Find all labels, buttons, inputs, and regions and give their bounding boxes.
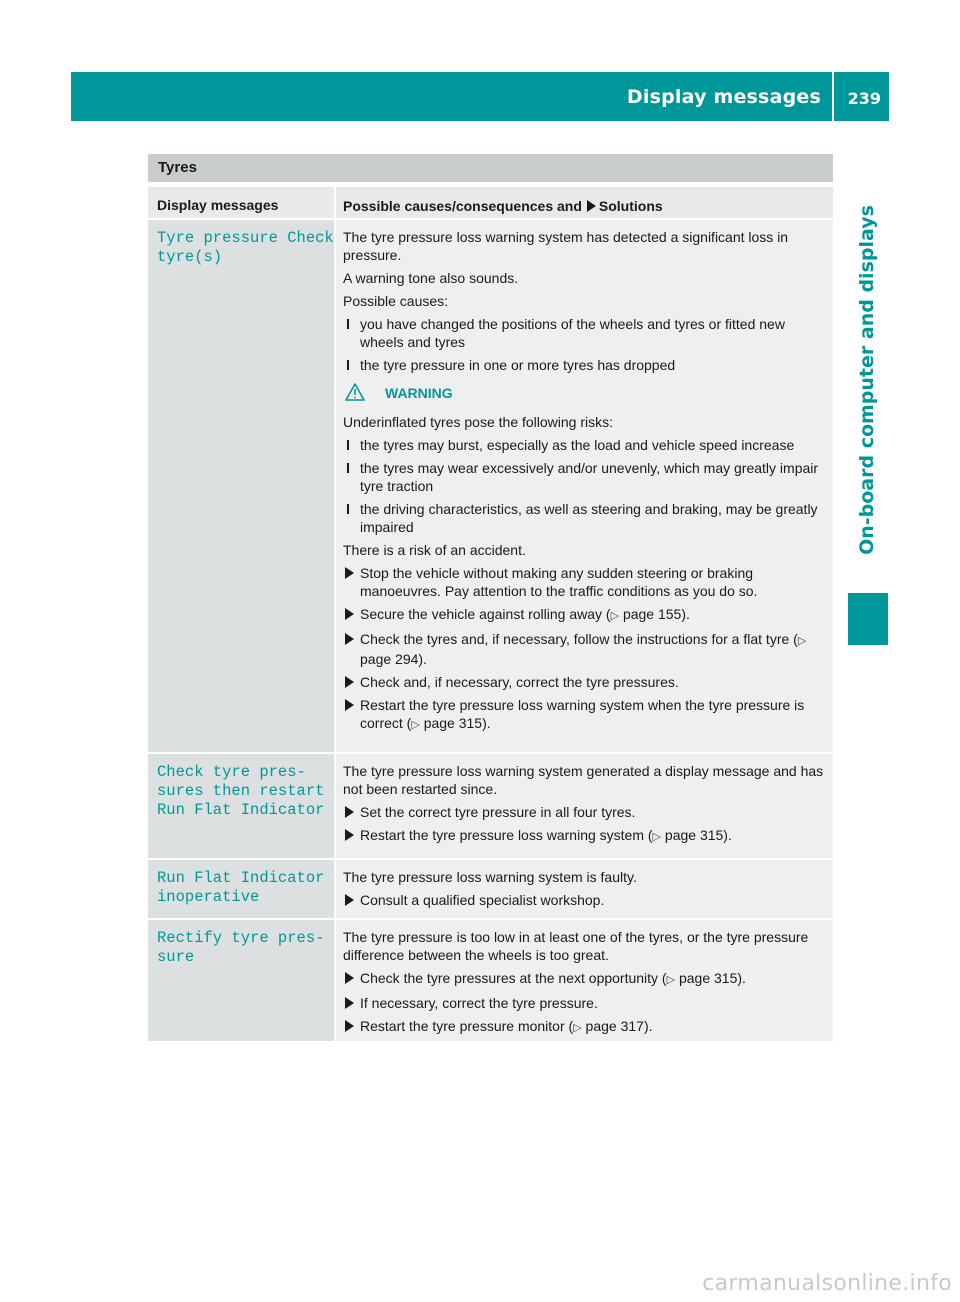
step-text: Consult a qualified specialist workshop. xyxy=(360,892,605,908)
cause-text: A warning tone also sounds. xyxy=(343,270,519,286)
col-header-solutions-text: Solutions xyxy=(598,198,663,214)
warning-triangle-icon xyxy=(345,383,365,401)
display-message-code: Rectify tyre pres‐ sure xyxy=(157,929,325,966)
table-row xyxy=(148,220,833,754)
step-text: Check the tyres and, if necessary, follow the instructions for a flat tyre ( xyxy=(360,631,798,647)
causes-cell xyxy=(336,860,833,918)
bullet-text: the tyres may wear excessively and/or unevenly, which may greatly impair tyre traction xyxy=(360,460,819,494)
table-row xyxy=(148,920,833,1043)
step-arrow-icon xyxy=(345,676,354,688)
step-arrow-icon xyxy=(345,567,354,579)
col-header-causes-text: Possible causes/consequences and xyxy=(343,198,582,214)
bullet-item xyxy=(343,500,828,536)
cause-text: The tyre pressure loss warning system is faulty. xyxy=(343,869,637,885)
step-arrow-icon xyxy=(345,1020,354,1032)
page-ref-link[interactable]: page 315). xyxy=(664,827,732,843)
warning-heading xyxy=(343,384,828,404)
step-arrow-icon xyxy=(345,608,354,620)
step-text: Stop the vehicle without making any sudden steering or braking manoeuvres. Pay attention to the traffic conditions as you do so. xyxy=(360,565,758,599)
side-tab-marker xyxy=(848,593,888,645)
watermark: carmanualsonline.info xyxy=(702,1271,952,1296)
bullet-text: you have changed the positions of the wheels and tyres or fitted new wheels and tyres xyxy=(360,316,785,350)
cause-text: Possible causes: xyxy=(343,293,449,309)
solution-step xyxy=(343,826,828,846)
col-header-display-messages: Display messages xyxy=(148,187,336,218)
cause-text: The tyre pressure loss warning system generated a display message and has not been restarted since. xyxy=(343,763,824,797)
step-arrow-icon xyxy=(345,699,354,711)
step-arrow-icon xyxy=(345,972,354,984)
bullet-item xyxy=(343,315,828,351)
risk-text: There is a risk of an accident. xyxy=(343,542,526,558)
display-message-code: Tyre pressure Check tyre(s) xyxy=(157,229,334,266)
header-divider xyxy=(832,72,834,121)
causes-cell xyxy=(336,220,833,752)
solution-step xyxy=(343,803,828,821)
step-arrow-icon xyxy=(345,997,354,1009)
side-tab-label: On-board computer and displays xyxy=(856,205,878,555)
step-text: Secure the vehicle against rolling away ( xyxy=(360,606,611,622)
step-text: Restart the tyre pressure loss warning system when the tyre pressure is correct ( xyxy=(360,697,805,731)
solution-step xyxy=(343,605,828,625)
step-arrow-icon xyxy=(345,806,354,818)
page-ref-icon: ▷ xyxy=(573,1022,582,1034)
step-text: Restart the tyre pressure monitor ( xyxy=(360,1018,574,1034)
display-message-cell xyxy=(148,754,336,858)
page-ref-icon: ▷ xyxy=(411,719,420,731)
page-ref-icon: ▷ xyxy=(652,831,662,843)
bullet-item xyxy=(343,459,828,495)
page-ref-link[interactable]: page 315). xyxy=(678,970,746,986)
solution-step xyxy=(343,564,828,600)
table-row xyxy=(148,860,833,920)
solution-step xyxy=(343,891,828,909)
page-number: 239 xyxy=(847,89,881,108)
solution-arrow-icon xyxy=(587,200,596,212)
page-header xyxy=(71,72,889,121)
bullet-text: the tyre pressure in one or more tyres has dropped xyxy=(360,357,676,373)
table-row xyxy=(148,754,833,860)
solution-step xyxy=(343,1017,828,1037)
section-title-bar xyxy=(148,154,833,182)
step-arrow-icon xyxy=(345,829,354,841)
bullet-text: the driving characteristics, as well as steering and braking, may be greatly impaired xyxy=(360,501,818,535)
display-message-cell xyxy=(148,220,336,752)
step-text: Check the tyre pressures at the next opportunity ( xyxy=(360,970,667,986)
display-message-cell xyxy=(148,860,336,918)
solution-step xyxy=(343,673,828,691)
display-message-cell xyxy=(148,920,336,1041)
cause-text: The tyre pressure loss warning system has detected a significant loss in pressure. xyxy=(343,229,789,263)
display-message-code: Run Flat Indicator inoperative xyxy=(157,869,325,906)
section-title: Tyres xyxy=(158,159,197,176)
col-header-causes xyxy=(336,187,833,218)
step-text: Check and, if necessary, correct the tyre pressures. xyxy=(360,674,679,690)
page-ref-link[interactable]: page 155). xyxy=(622,606,690,622)
solution-step xyxy=(343,630,828,668)
causes-cell xyxy=(336,920,833,1041)
page-ref-icon: ▷ xyxy=(610,610,620,622)
page-ref-link[interactable]: page 317). xyxy=(585,1018,653,1034)
step-text: Restart the tyre pressure loss warning system ( xyxy=(360,827,653,843)
display-message-code: Check tyre pres‐ sures then restart Run Flat Indicator xyxy=(157,763,325,819)
causes-cell xyxy=(336,754,833,858)
messages-table xyxy=(148,187,833,1043)
side-tab xyxy=(844,170,890,590)
solution-step xyxy=(343,696,828,734)
bullet-item xyxy=(343,356,828,374)
page-ref-link[interactable]: page 315). xyxy=(423,715,491,731)
step-text: Set the correct tyre pressure in all four tyres. xyxy=(360,804,636,820)
step-text: If necessary, correct the tyre pressure. xyxy=(360,995,598,1011)
solution-step xyxy=(343,994,828,1012)
warning-text: Underinflated tyres pose the following risks: xyxy=(343,414,614,430)
step-arrow-icon xyxy=(345,894,354,906)
bullet-text: the tyres may burst, especially as the load and vehicle speed increase xyxy=(360,437,795,453)
table-header xyxy=(148,187,833,220)
step-arrow-icon xyxy=(345,633,354,645)
page-ref-icon: ▷ xyxy=(797,635,807,647)
header-title: Display messages xyxy=(626,86,821,108)
bullet-item xyxy=(343,436,828,454)
cause-text: The tyre pressure is too low in at least one of the tyres, or the tyre pressure difference between the wheels is too great. xyxy=(343,929,809,963)
solution-step xyxy=(343,969,828,989)
warning-label: WARNING xyxy=(385,385,453,401)
page-ref-icon: ▷ xyxy=(666,974,676,986)
page-ref-link[interactable]: page 294). xyxy=(360,651,427,667)
